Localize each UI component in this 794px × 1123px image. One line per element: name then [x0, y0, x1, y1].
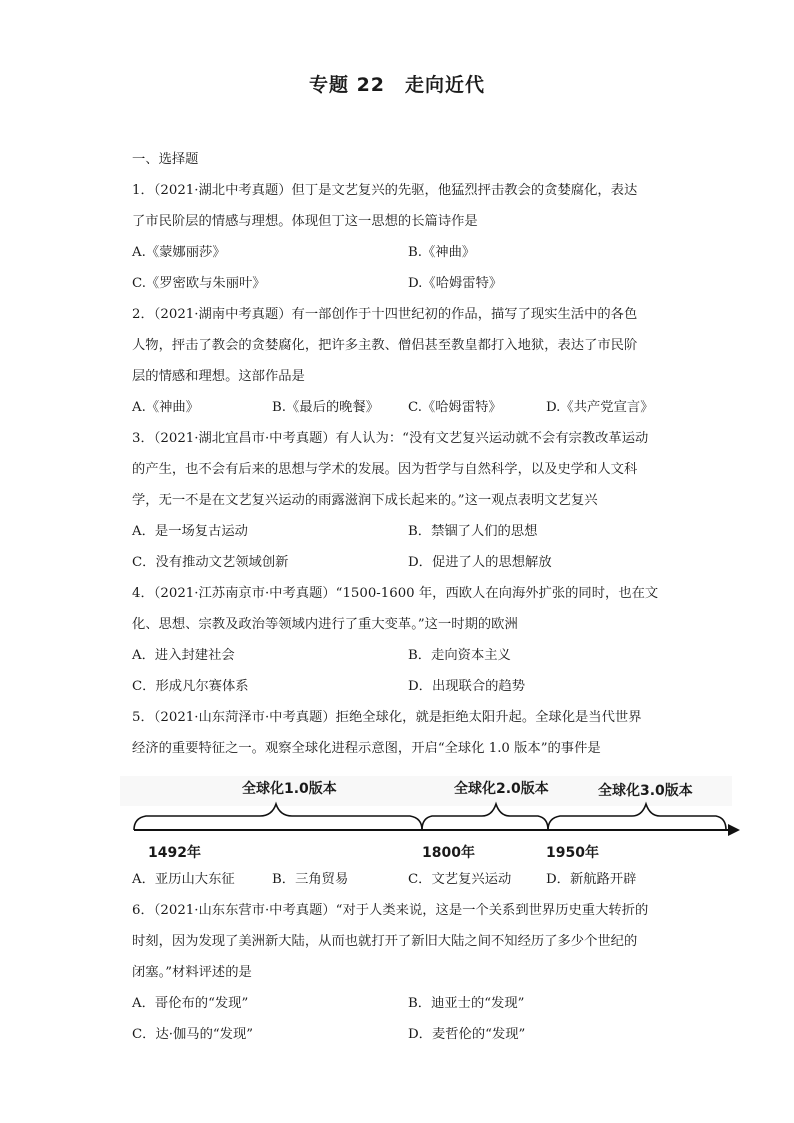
question-text-line: 了市民阶层的情感与理想。体现但丁这一思想的长篇诗作是: [132, 214, 478, 229]
option-d[interactable]: D.《哈姆雷特》: [408, 276, 503, 291]
question-text-line: 3．（2021·湖北宜昌市·中考真题）有人认为：“没有文艺复兴运动就不会有宗教改革运动: [132, 431, 649, 446]
question-text-line: 时刻，因为发现了美洲新大陆，从而也就打开了新旧大陆之间不知经历了多少个世纪的: [132, 934, 638, 949]
option-b[interactable]: B.《神曲》: [408, 245, 476, 260]
question-1: [132, 175, 672, 299]
globalization-timeline: [132, 768, 693, 864]
option-d[interactable]: D．出现联合的趋势: [408, 679, 526, 694]
question-3: [132, 423, 672, 578]
option-d[interactable]: D．麦哲伦的“发现”: [408, 1027, 526, 1042]
options-row: [132, 268, 672, 299]
option-c[interactable]: C．达·伽马的“发现”: [132, 1027, 254, 1042]
options-row: [132, 392, 672, 423]
options-row: [132, 1019, 672, 1050]
question-text-line: 经济的重要特征之一。观察全球化进程示意图，开启“全球化 1.0 版本”的事件是: [132, 741, 601, 756]
option-b[interactable]: B．禁锢了人们的思想: [408, 524, 538, 539]
question-text-line: 1．（2021·湖北中考真题）但丁是文艺复兴的先驱，他猛烈抨击教会的贪婪腐化，表达: [132, 183, 638, 198]
option-c[interactable]: C.《罗密欧与朱丽叶》: [132, 276, 266, 291]
brace-stage-3: [548, 804, 726, 830]
option-c[interactable]: C．没有推动文艺领域创新: [132, 555, 289, 570]
options-row: [132, 640, 672, 671]
option-b[interactable]: B．迪亚士的“发现”: [408, 996, 525, 1011]
question-text-line: 化、思想、宗教及政治等领域内进行了重大变革。”这一时期的欧洲: [132, 617, 518, 632]
question-text-line: 6．（2021·山东东营市·中考真题）“对于人类来说，这是一个关系到世界历史重大转折的: [132, 903, 649, 918]
year-label-1800: 1800年: [422, 845, 475, 861]
question-text-line: 学，无一不是在文艺复兴运动的雨露滋润下成长起来的。”这一观点表明文艺复兴: [132, 493, 598, 508]
option-b[interactable]: B．走向资本主义: [408, 648, 511, 663]
option-b[interactable]: B．三角贸易: [272, 872, 349, 887]
year-label-1950: 1950年: [546, 845, 599, 861]
question-text-line: 的产生，也不会有后来的思想与学术的发展。因为哲学与自然科学，以及史学和人文科: [132, 462, 638, 477]
option-b[interactable]: B.《最后的晚餐》: [272, 400, 380, 415]
stage-label-3: 全球化3.0版本: [598, 783, 693, 799]
option-a[interactable]: A．是一场复古运动: [132, 524, 248, 539]
question-text-line: 闭塞。”材料评述的是: [132, 965, 252, 980]
question-content: [132, 144, 693, 1050]
option-c[interactable]: C．形成凡尔赛体系: [132, 679, 249, 694]
section-heading: 一、选择题: [132, 152, 199, 167]
question-2: [132, 299, 672, 423]
options-row: [132, 671, 672, 702]
option-c[interactable]: C.《哈姆雷特》: [408, 400, 502, 415]
question-4: [132, 578, 672, 702]
timeline-arrowhead: [728, 824, 740, 836]
option-d[interactable]: D．促进了人的思想解放: [408, 555, 552, 570]
stage-label-1: 全球化1.0版本: [242, 781, 337, 797]
option-a[interactable]: A.《蒙娜丽莎》: [132, 245, 226, 260]
page-title: 专题 22 走向近代: [308, 74, 486, 96]
question-text-line: 人物，抨击了教会的贪婪腐化，把许多主教、僧侣甚至教皇都打入地狱，表达了市民阶: [132, 338, 638, 353]
question-6: [132, 895, 672, 1050]
option-a[interactable]: A．亚历山大东征: [132, 872, 235, 887]
option-a[interactable]: A.《神曲》: [132, 400, 200, 415]
option-c[interactable]: C．文艺复兴运动: [408, 872, 512, 887]
question-text-line: 4．（2021·江苏南京市·中考真题）“1500-1600 年，西欧人在向海外扩张的同时，也在文: [132, 586, 659, 601]
question-5: [132, 702, 693, 895]
question-text-line: 层的情感和理想。这部作品是: [132, 369, 305, 384]
brace-stage-1: [134, 804, 422, 830]
question-text-line: 5．（2021·山东菏泽市·中考真题）拒绝全球化，就是拒绝太阳升起。全球化是当代世界: [132, 710, 642, 725]
question-text-line: 2．（2021·湖南中考真题）有一部创作于十四世纪初的作品，描写了现实生活中的各色: [132, 307, 638, 322]
year-label-1492: 1492年: [148, 845, 201, 861]
stage-label-2: 全球化2.0版本: [454, 781, 549, 797]
options-row: [132, 237, 672, 268]
brace-stage-2: [422, 804, 548, 830]
option-a[interactable]: A．进入封建社会: [132, 648, 235, 663]
option-d[interactable]: D．新航路开辟: [546, 872, 637, 887]
options-row: [132, 988, 672, 1019]
option-a[interactable]: A．哥伦布的“发现”: [132, 996, 249, 1011]
option-d[interactable]: D.《共产党宣言》: [546, 400, 654, 415]
options-row: [132, 516, 672, 547]
options-row: [132, 547, 672, 578]
